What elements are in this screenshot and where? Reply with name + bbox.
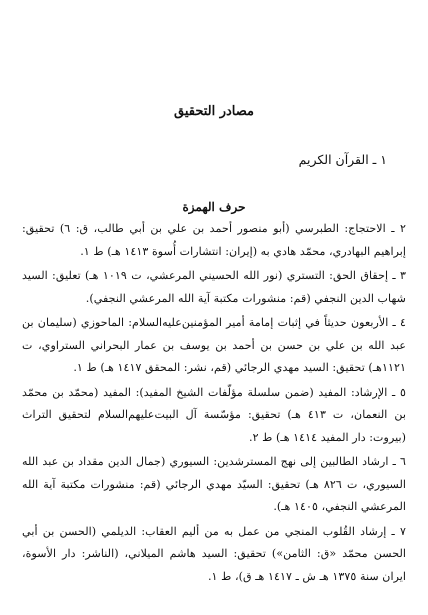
bibliography-entry: ٥ ـ الإرشاد: المفيد (ضمن سلسلة مؤلّفات الشيخ المفيد): المفيد (محمّد بن محمّد بن النعمان، ت ٤١٣ هـ) تحقيق: مؤسّسة آل البيت‌عليهم‌السلام لتحقيق التراث (بيروت: دار المفيد ١٤١٤ هـ) ط ٢. [22,385,407,444]
section-heading: حرف الهمزة [182,200,246,214]
bibliography-entry: ٢ ـ الاحتجاج: الطبرسي (أبو منصور أحمد بن علي بن أبي طالب، ق: ٦) تحقيق: إبراهيم البهادري، محمّد هادي به (إيران: انتشارات أُسوة ١٤١٣ هـ) ط ١. [22,222,406,258]
bibliography-entry: ٧ ـ إرشاد القُلوب المنجي من عمل به من أليم العقاب: الديلمي (الحسن بن أبي الحسن محمّد «ق: الثامن») تحقيق: السيد هاشم الميلاني، (الناشر: دار الأسوة، ايران سنة ١٣٧٥ هـ ش ـ ١٤١٧ هـ ق)، ط ١. [22,524,406,583]
page-title: مصادر التحقيق [173,104,255,119]
bibliography-list [22,218,406,590]
bibliography-entry: ٣ ـ إحقاق الحق: التستري (نور الله الحسيني المرعشي، ت ١٠١٩ هـ) تعليق: السيد شهاب الدين النجفي (قم: منشورات مكتبة آية الله المرعشي النجفي). [22,269,406,305]
bibliography-entry: ٤ ـ الأربعون حديثاً في إثبات إمامة أمير المؤمنين‌عليه‌السلام: الماحوزي (سليمان بن عبد الله بن علي بن حسن بن أحمد بن يوسف بن عمار البحراني الستراوي، ت ١١٢١هـ) تحقيق: السيد مهدي الرجائي (قم، نشر: المحقق ١٤١٧ هـ) ط ١. [22,316,406,374]
entry-quran: ١ ـ القرآن الكريم [298,152,387,167]
bibliography-entry: ٦ ـ ارشاد الطالبين إلى نهج المسترشدين: السيوري (جمال الدين مقداد بن عبد الله السيوري، ت ٨٢٦ هـ) تحقيق: السيّد مهدي الرجائي (قم: منشورات مكتبة آية الله المرعشي النجفي، ١٤٠٥ هـ). [22,455,406,513]
